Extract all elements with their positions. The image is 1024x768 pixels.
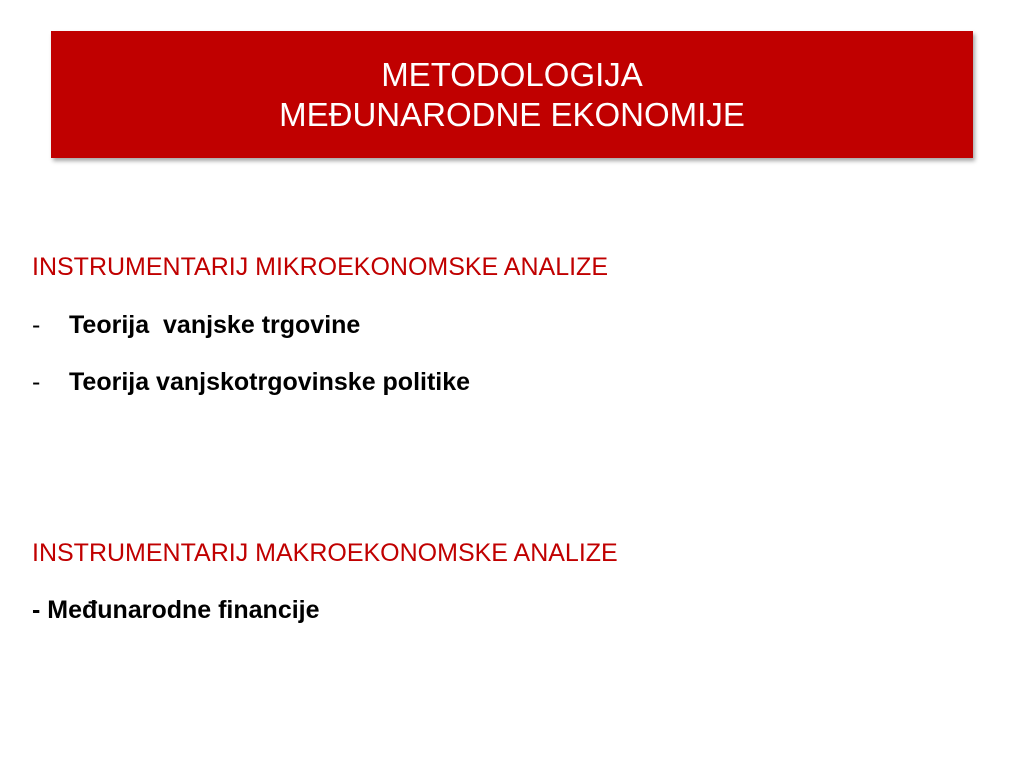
bullet-dash: - [32,368,41,396]
list-item-text: Teorija vanjske trgovine [69,311,361,339]
section-heading-macro: INSTRUMENTARIJ MAKROEKONOMSKE ANALIZE [32,539,618,567]
list-item-trade-policy-theory [32,366,470,398]
list-item-international-finance: - Međunarodne financije [32,596,320,624]
title-line-2: MEĐUNARODNE EKONOMIJE [279,95,745,133]
section-heading-micro: INSTRUMENTARIJ MIKROEKONOMSKE ANALIZE [32,253,609,281]
list-item-text: Teorija vanjskotrgovinske politike [69,368,471,396]
list-item-foreign-trade-theory [32,309,360,341]
title-line-1: METODOLOGIJA [381,55,643,93]
title-banner [51,31,973,158]
bullet-dash: - [32,311,41,339]
